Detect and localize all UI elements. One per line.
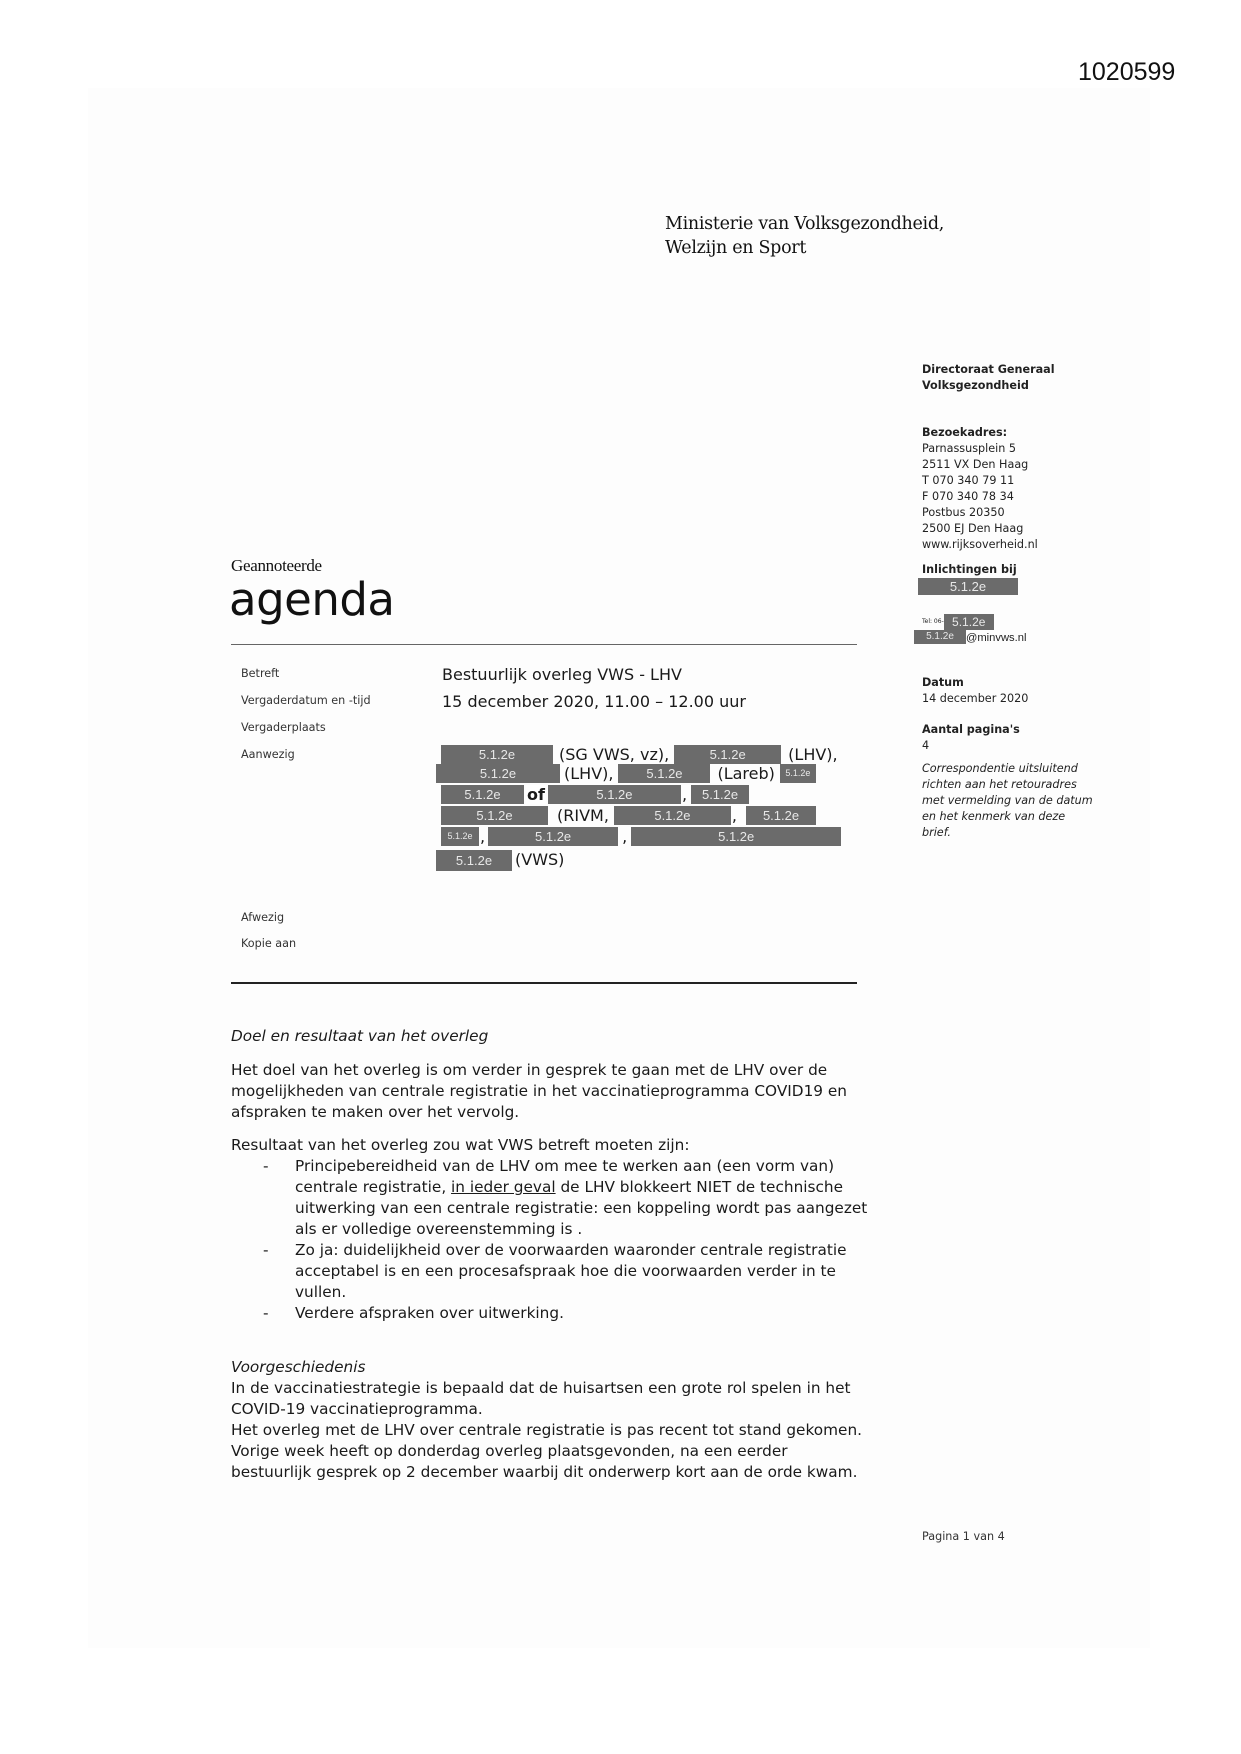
address-line: Parnassusplein 5 <box>922 442 1016 455</box>
email-suffix: @minvws.nl <box>966 632 1027 644</box>
pages-value: 4 <box>922 739 930 752</box>
sidebar-directorate <box>922 362 1055 394</box>
text-span: de LHV blokkeert NIET de technische <box>555 1178 844 1196</box>
subject-value: Bestuurlijk overleg VWS - LHV <box>442 665 682 684</box>
attendees-line-4 <box>441 806 816 825</box>
ministry-name <box>665 212 944 260</box>
list-item-line <box>295 1177 931 1198</box>
page-indicator: Pagina 1 van 4 <box>922 1530 1005 1543</box>
redaction-box: 5.1.2e <box>780 764 816 783</box>
fax-line: F 070 340 78 34 <box>922 490 1014 503</box>
paragraph-line: bestuurlijk gesprek op 2 december waarbij dit onderwerp kort aan de orde kwam. <box>231 1463 858 1481</box>
datetime-value: 15 december 2020, 11.00 – 12.00 uur <box>442 692 746 711</box>
result-list <box>231 1156 931 1324</box>
separator: , <box>681 785 688 804</box>
result-section <box>231 1135 931 1324</box>
note-line: brief. <box>922 826 951 839</box>
sidebar-note <box>922 761 1093 841</box>
pages-label: Aantal pagina's <box>922 723 1020 736</box>
sidebar-tel <box>922 614 994 630</box>
attendees-line-6 <box>436 850 565 871</box>
redaction-box: 5.1.2e <box>441 785 524 804</box>
address-line: 2500 EJ Den Haag <box>922 522 1024 535</box>
date-label: Datum <box>922 676 964 689</box>
directorate-line-2: Volksgezondheid <box>922 379 1029 392</box>
redaction-box: 5.1.2e <box>436 764 560 783</box>
phone-line: T 070 340 79 11 <box>922 474 1015 487</box>
paragraph-line: Vorige week heeft op donderdag overleg plaatsgevonden, na een eerder <box>231 1442 788 1460</box>
history-section <box>231 1357 931 1483</box>
separator: , <box>731 806 738 825</box>
address-label: Bezoekadres: <box>922 426 1008 439</box>
list-item <box>231 1240 931 1303</box>
redaction-box: 5.1.2e <box>918 578 1018 595</box>
goal-paragraph <box>231 1060 931 1123</box>
date-value: 14 december 2020 <box>922 692 1029 705</box>
attendees-line-5 <box>441 827 841 846</box>
meta-divider <box>231 982 857 984</box>
website-link[interactable]: www.rijksoverheid.nl <box>922 538 1038 551</box>
separator: , <box>622 827 628 846</box>
list-item-line: vullen. <box>295 1283 347 1301</box>
sidebar-date <box>922 675 1028 707</box>
redaction-box: 5.1.2e <box>441 745 553 764</box>
redaction-box: 5.1.2e <box>614 806 731 825</box>
redaction-box: 5.1.2e <box>548 785 681 804</box>
paragraph-line: afspraken te maken over het vervolg. <box>231 1103 520 1121</box>
separator: , <box>480 827 486 846</box>
attendee-affiliation: (LHV), <box>564 764 614 783</box>
redaction-box: 5.1.2e <box>746 806 816 825</box>
sidebar-contact <box>922 562 1018 595</box>
note-line: Correspondentie uitsluitend <box>922 762 1078 775</box>
attendee-affiliation: (RIVM, <box>557 806 609 825</box>
list-item-line: acceptabel is en een procesafspraak hoe die voorwaarden verder in te <box>295 1262 836 1280</box>
present-label: Aanwezig <box>241 748 295 761</box>
paragraph-line: Het overleg met de LHV over centrale registratie is pas recent tot stand gekomen. <box>231 1421 863 1439</box>
redaction-box: 5.1.2e <box>631 827 841 846</box>
sidebar-address <box>922 425 1038 553</box>
redaction-box: 5.1.2e <box>436 850 512 871</box>
redaction-box: 5.1.2e <box>944 614 994 630</box>
list-item-line: - Zo ja: duidelijkheid over de voorwaarden waaronder centrale registratie <box>295 1241 847 1259</box>
redaction-box: 5.1.2e <box>441 827 479 846</box>
attendees-line-1 <box>441 745 839 764</box>
redaction-box: 5.1.2e <box>674 745 781 764</box>
redaction-box: 5.1.2e <box>691 785 749 804</box>
location-label: Vergaderplaats <box>241 721 326 734</box>
attendee-connector: of <box>527 785 545 804</box>
paragraph-line: COVID-19 vaccinatieprogramma. <box>231 1400 483 1418</box>
redaction-box: 5.1.2e <box>441 806 548 825</box>
copy-label: Kopie aan <box>241 937 297 950</box>
note-line: richten aan het retouradres <box>922 778 1077 791</box>
list-item-line: uitwerking van een centrale registratie: een koppeling wordt pas aangezet <box>295 1199 868 1217</box>
redaction-box: 5.1.2e <box>914 630 966 644</box>
list-item <box>231 1156 931 1240</box>
postbus-line: Postbus 20350 <box>922 506 1005 519</box>
page-title: agenda <box>229 573 395 626</box>
goal-heading: Doel en resultaat van het overleg <box>231 1027 489 1045</box>
redaction-box: 5.1.2e <box>618 764 710 783</box>
directorate-line-1: Directoraat Generaal <box>922 363 1055 376</box>
paragraph-line: Het doel van het overleg is om verder in gesprek te gaan met de LHV over de <box>231 1061 828 1079</box>
paragraph-line: mogelijkheden van centrale registratie in het vaccinatieprogramma COVID19 en <box>231 1082 848 1100</box>
address-line: 2511 VX Den Haag <box>922 458 1029 471</box>
result-intro: Resultaat van het overleg zou wat VWS betreft moeten zijn: <box>231 1136 690 1154</box>
note-line: en het kenmerk van deze <box>922 810 1066 823</box>
ministry-line-1: Ministerie van Volksgezondheid, <box>665 214 945 234</box>
datetime-label: Vergaderdatum en -tijd <box>241 694 371 707</box>
list-item-line: als er volledige overeenstemming is . <box>295 1220 583 1238</box>
document-id: 1020599 <box>1078 58 1176 86</box>
absent-label: Afwezig <box>241 911 285 924</box>
attendee-affiliation: (VWS) <box>515 850 565 869</box>
attendees-line-3 <box>441 785 749 804</box>
redaction-box: 5.1.2e <box>488 827 618 846</box>
note-line: met vermelding van de datum <box>922 794 1093 807</box>
text-span: centrale registratie, <box>295 1178 452 1196</box>
sidebar-pages <box>922 722 1020 754</box>
subject-label: Betreft <box>241 667 280 680</box>
attendee-affiliation: (Lareb) <box>717 764 775 783</box>
tel-prefix: Tel: 06- <box>922 618 944 625</box>
attendees-line-2 <box>436 764 816 783</box>
title-subtitle: Geannoteerde <box>231 556 322 575</box>
list-item-line: - Verdere afspraken over uitwerking. <box>295 1304 564 1322</box>
list-item-line: - Principebereidheid van de LHV om mee te werken aan (een vorm van) <box>295 1157 835 1175</box>
list-item <box>231 1303 931 1324</box>
history-heading: Voorgeschiedenis <box>231 1358 366 1376</box>
ministry-line-2: Welzijn en Sport <box>665 238 807 258</box>
underlined-emphasis: in ieder geval <box>451 1178 556 1196</box>
paragraph-line: In de vaccinatiestrategie is bepaald dat de huisartsen een grote rol spelen in het <box>231 1379 851 1397</box>
sidebar-email <box>922 630 1026 646</box>
contact-label: Inlichtingen bij <box>922 563 1017 576</box>
attendee-affiliation: (LHV), <box>788 745 838 764</box>
attendee-affiliation: (SG VWS, vz), <box>559 745 670 764</box>
title-divider <box>231 644 857 645</box>
